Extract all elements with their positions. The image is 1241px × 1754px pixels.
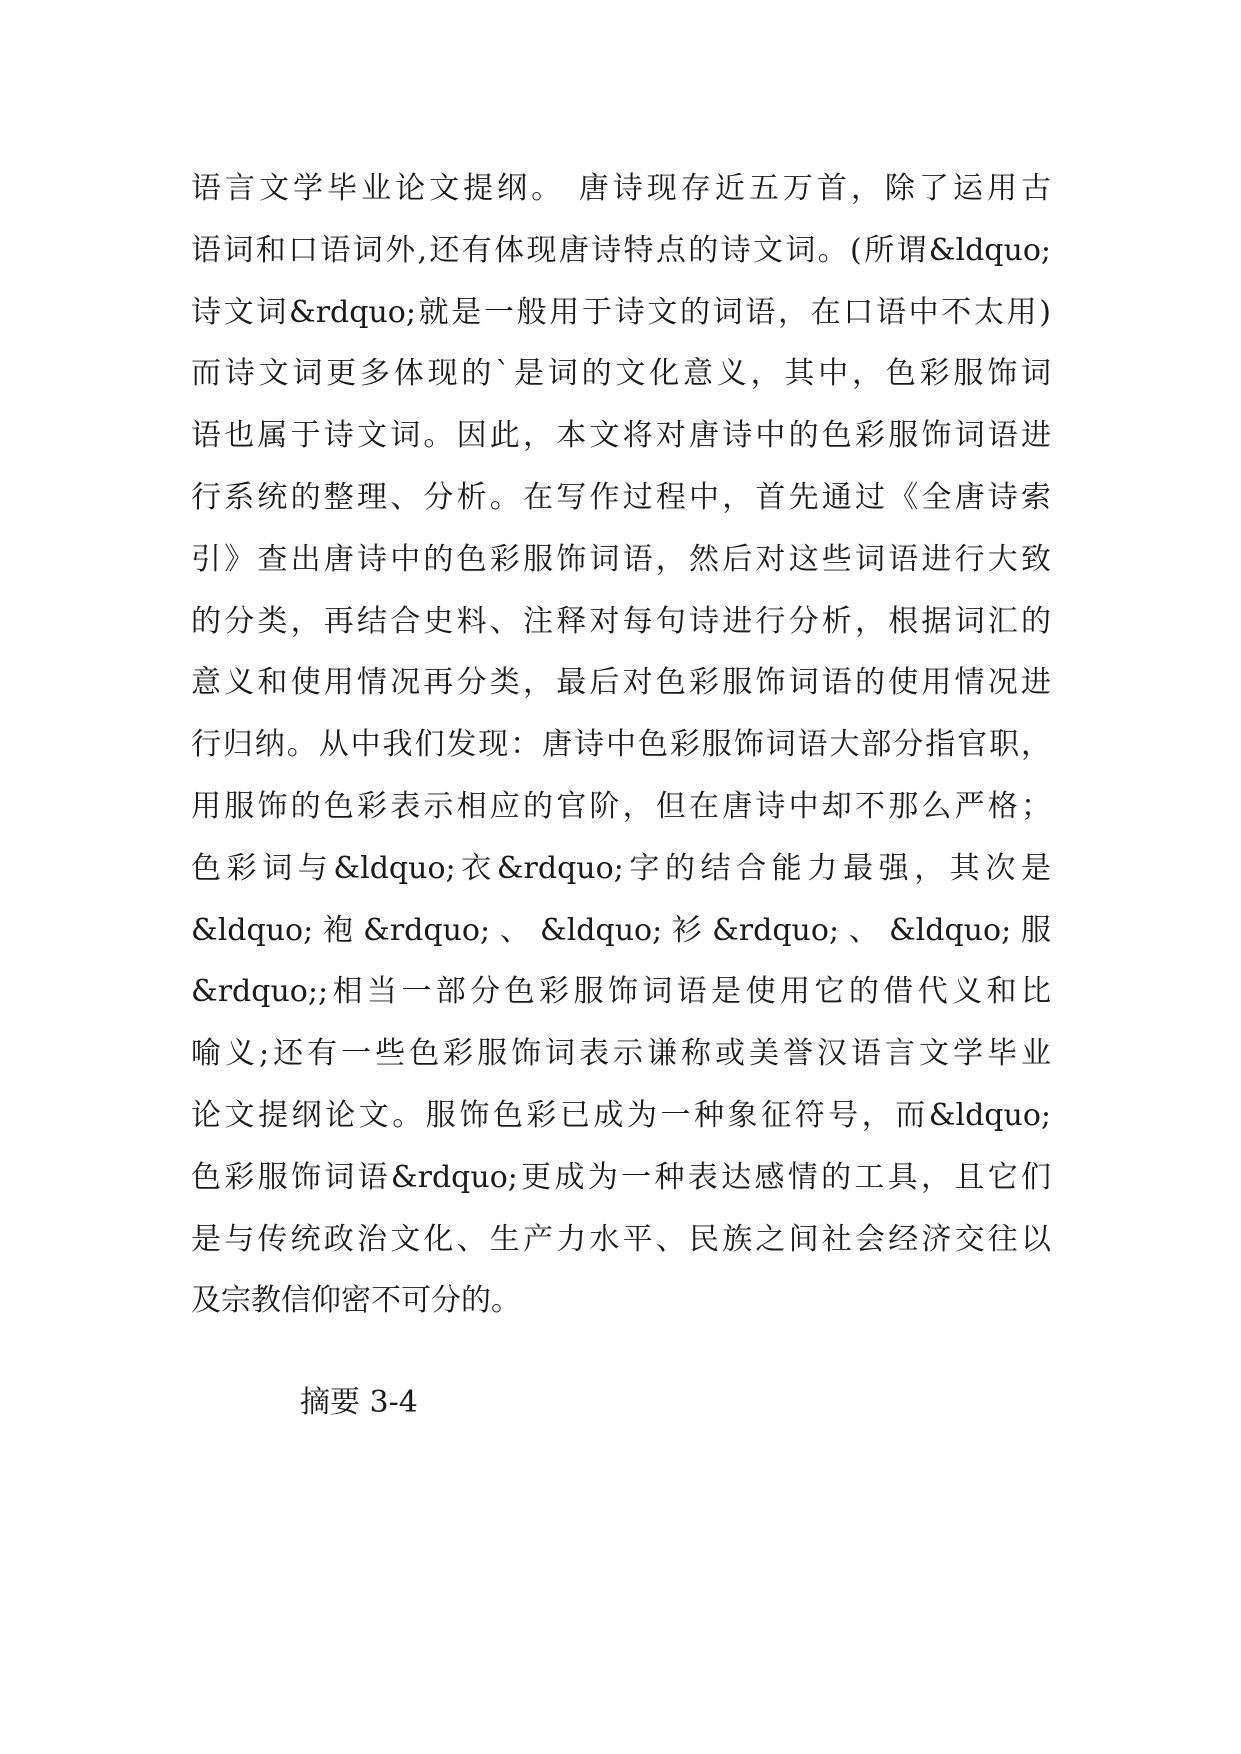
toc-entry: 摘要 3-4 [300, 1385, 418, 1420]
paragraph-line: 是与传统政治文化、生产力水平、民族之间社会经济交往以 [191, 1221, 1051, 1257]
paragraph-line: 的分类，再结合史料、注释对每句诗进行分析，根据词汇的 [191, 603, 1051, 639]
paragraph-line: 引》查出唐诗中的色彩服饰词语，然后对这些词语进行大致 [191, 541, 1051, 577]
paragraph-line: 用服饰的色彩表示相应的官阶，但在唐诗中却不那么严格； [191, 788, 1051, 824]
paragraph-line: 喻义;还有一些色彩服饰词表示谦称或美誉汉语言文学毕业 [191, 1036, 1051, 1072]
paragraph-line: 意义和使用情况再分类，最后对色彩服饰词语的使用情况进 [191, 665, 1051, 701]
paragraph-line: 色彩词与&ldquo;衣&rdquo;字的结合能力最强，其次是 [191, 850, 1051, 886]
paragraph-line: 论文提纲论文。服饰色彩已成为一种象征符号，而&ldquo; [191, 1097, 1051, 1133]
paragraph-line: 而诗文词更多体现的`是词的文化意义，其中，色彩服饰词 [191, 356, 1051, 392]
paragraph-line: &ldquo; 袍 &rdquo; 、 &ldquo; 衫 &rdquo; 、 &ldquo; 服 [191, 912, 1051, 948]
paragraph-line: 语言文学毕业论文提纲。 唐诗现存近五万首，除了运用古 [191, 171, 1051, 206]
paragraph-line: 行系统的整理、分析。在写作过程中，首先通过《全唐诗索 [191, 479, 1051, 515]
paragraph-line: 语也属于诗文词。因此，本文将对唐诗中的色彩服饰词语进 [191, 418, 1051, 454]
paragraph-line: 色彩服饰词语&rdquo;更成为一种表达感情的工具，且它们 [191, 1159, 1051, 1195]
paragraph-line: &rdquo;;相当一部分色彩服饰词语是使用它的借代义和比 [191, 974, 1051, 1010]
body-paragraph [191, 158, 1051, 1332]
paragraph-line: 行归纳。从中我们发现：唐诗中色彩服饰词语大部分指官职， [191, 727, 1051, 763]
paragraph-line: 及宗教信仰密不可分的。 [191, 1283, 521, 1319]
paragraph-line: 语词和口语词外,还有体现唐诗特点的诗文词。(所谓&ldquo; [191, 232, 1051, 268]
paragraph-line: 诗文词&rdquo;就是一般用于诗文的词语，在口语中不太用) [191, 294, 1051, 330]
